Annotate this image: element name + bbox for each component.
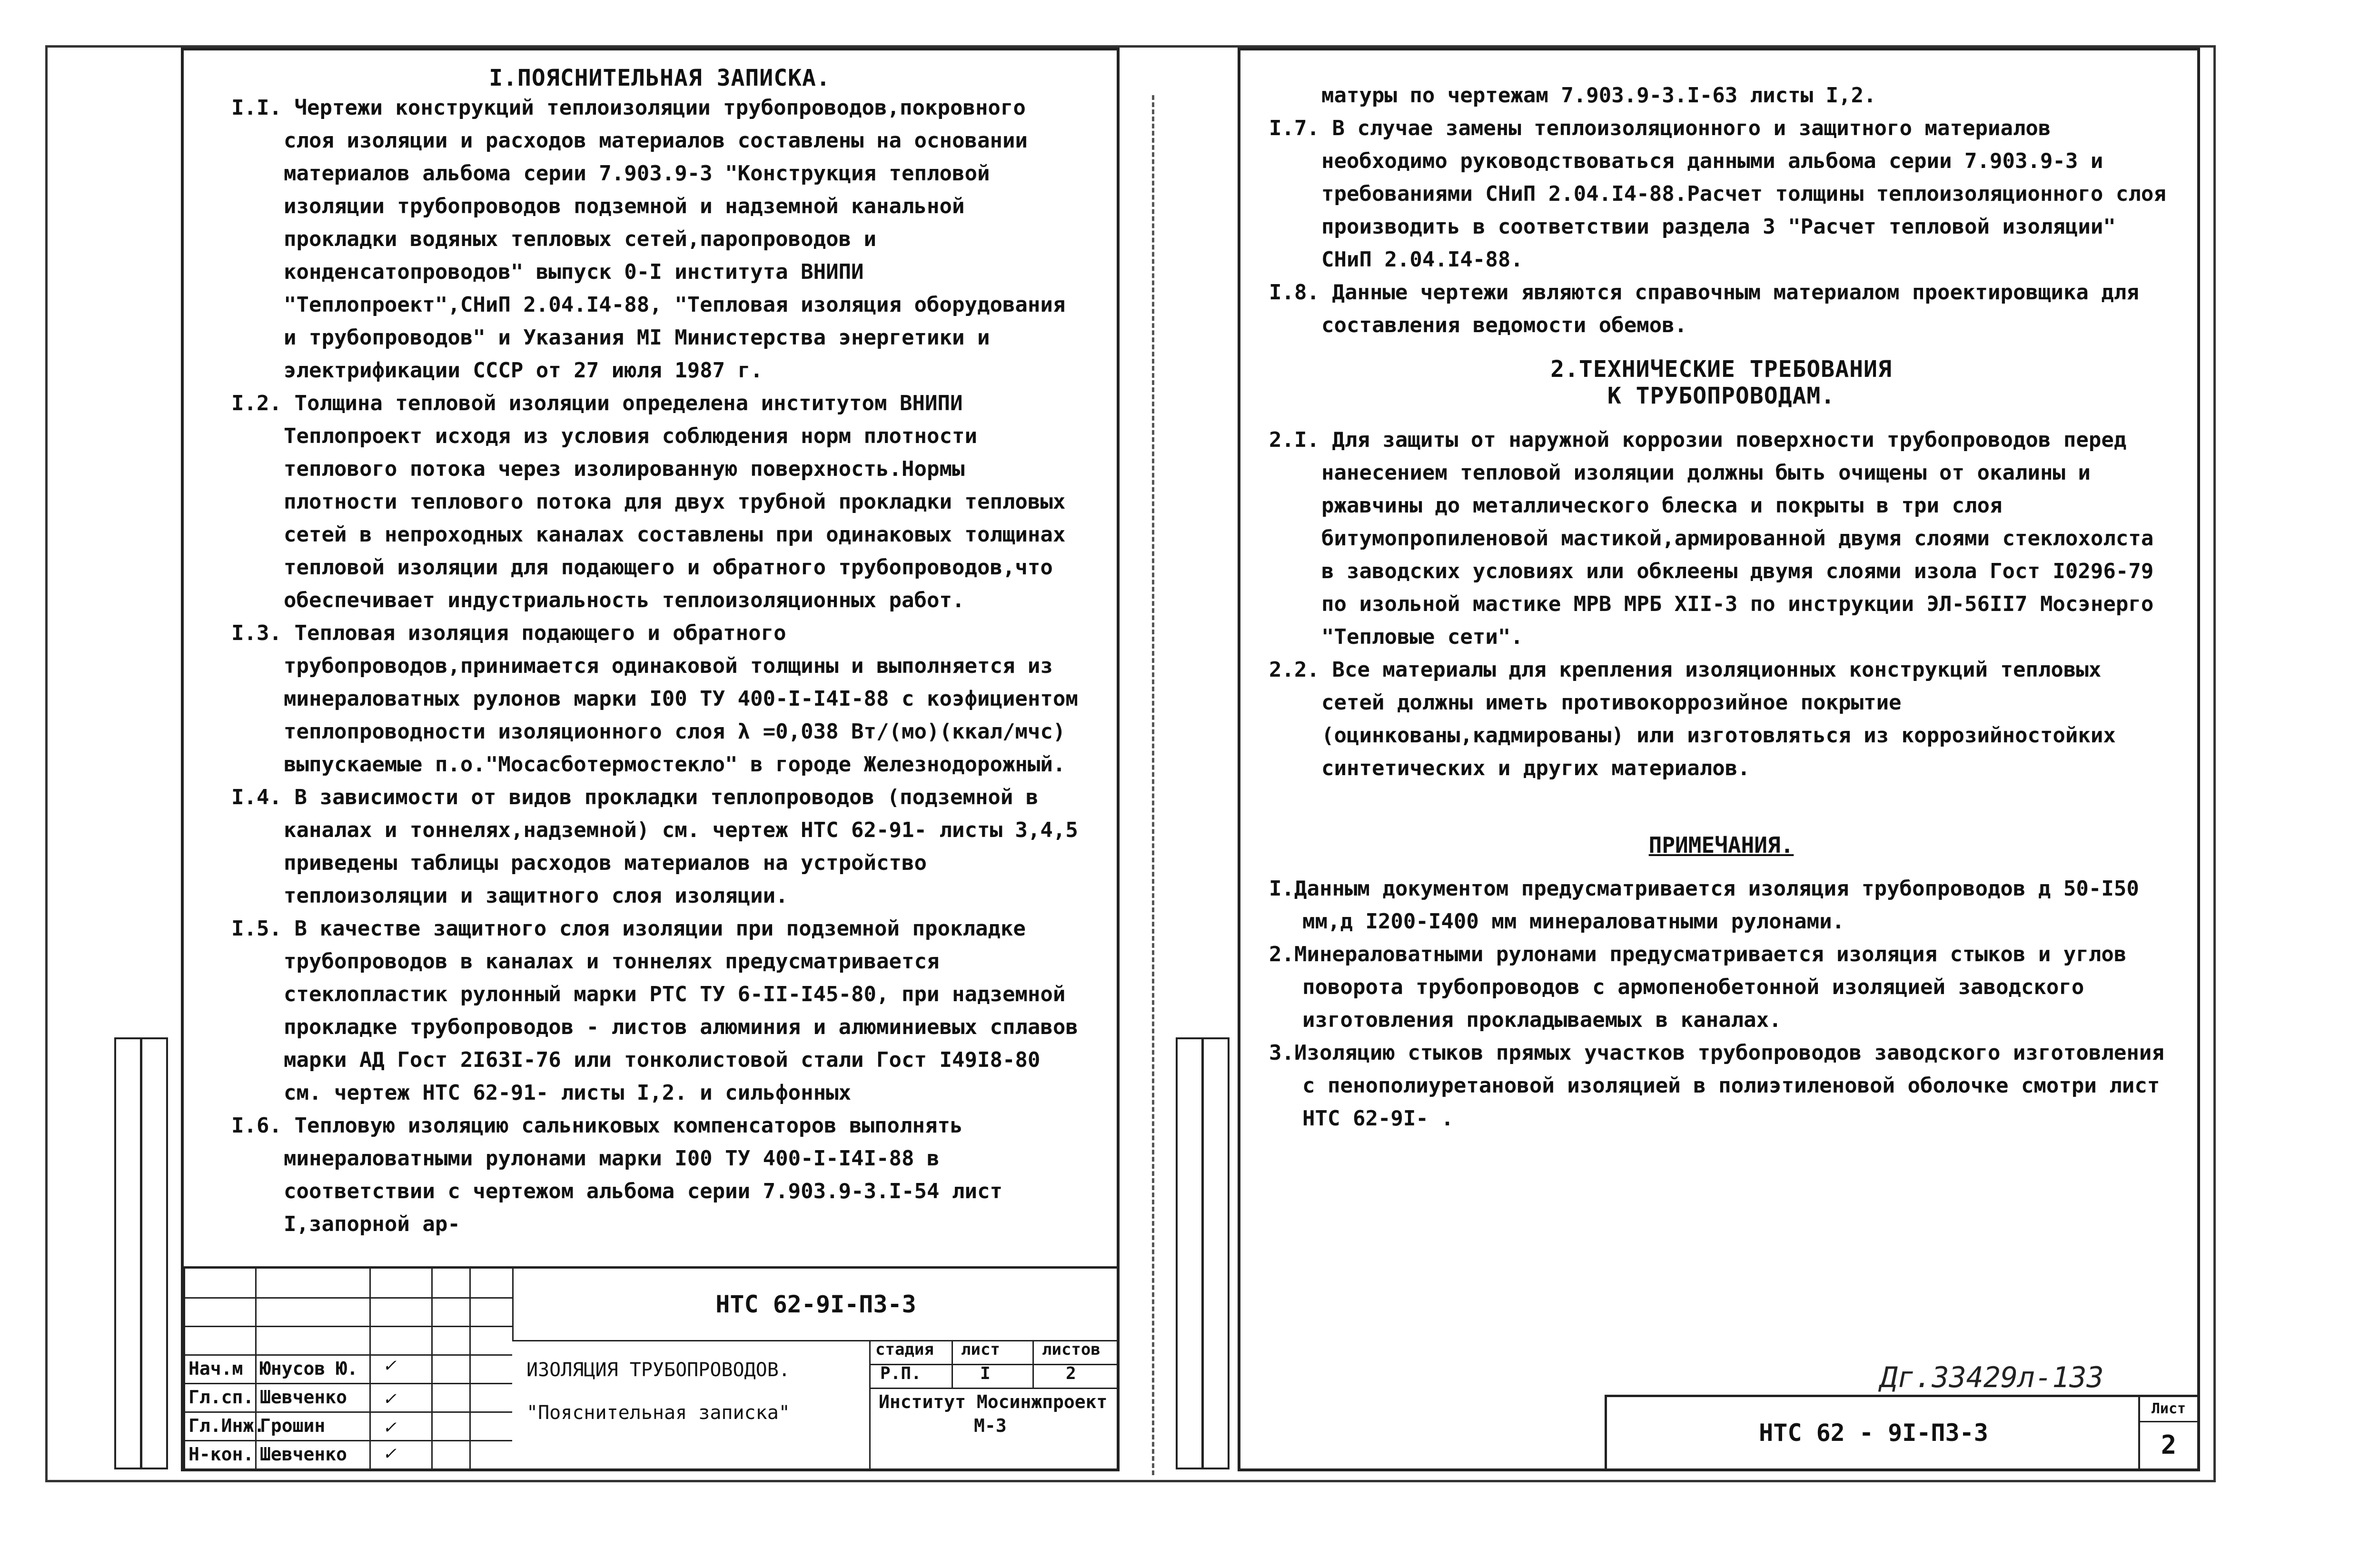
paragraph (231, 912, 1088, 1109)
paragraph (1269, 276, 2173, 342)
role-2: Гл.сп. (188, 1387, 254, 1408)
right-paragraphs-2 (1269, 424, 2173, 785)
signature-grid (184, 1269, 512, 1468)
paragraph (231, 617, 1088, 781)
fold-line (1152, 95, 1154, 1475)
paragraph-text: Тепловая изоляция подающего и обратного трубопроводов,принимается одинаковой толщины и выполняется из минераловатных рулонов марки I00 ТУ 400-I-I4I-88 с коэфициентом теплопроводности изоляционного слоя λ =0,038 Вт/(мо)(ккал/мчс) выпускаемые п.о."Мосасботермостекло" в городе Железнодорожный. (284, 621, 1078, 777)
notes-list (1269, 872, 2173, 1135)
sheet-value: I (980, 1364, 991, 1383)
drawing-title: ИЗОЛЯЦИЯ ТРУБОПРОВОДОВ. (526, 1359, 790, 1381)
drawing-code: НТС 62-9I-ПЗ-3 (512, 1269, 1118, 1341)
signature-mark: ✓ (384, 1416, 396, 1438)
institute-name: Институт Мосинжпроект (879, 1391, 1108, 1412)
right-paragraphs (1269, 112, 2173, 342)
paragraph (231, 1109, 1088, 1241)
signature-mark: ✓ (384, 1442, 396, 1464)
left-sheet (181, 48, 1120, 1471)
paragraph-number: 2.2. (1269, 658, 1319, 682)
paragraph-text: Толщина тепловой изоляции определена институтом ВНИПИ Теплопроект исходя из условия соблюдения норм плотности теплового потока через изолированную поверхность.Нормы плотности теплового потока для двух трубной прокладки тепловых сетей в непроходных каналах составлены при одинаковых толщинах тепловой изоляции для подающего и обратного трубопроводов,что обеспечивает индустриальность теплоизоляционных работ. (284, 391, 1066, 612)
paragraph-number: I.8. (1269, 280, 1319, 305)
section2-heading-line2: К ТРУБОПРОВОДАМ. (1607, 383, 1835, 409)
paragraph-number: I.5. (231, 916, 282, 941)
paragraph-number: I.2. (231, 391, 282, 415)
role-1: Нач.м (188, 1358, 243, 1379)
note-item: I.Данным документом предусматривается изоляция трубопроводов д 50-I50 мм,д I200-I400 мм минераловатными рулонами. (1269, 877, 2139, 934)
left-text-column (231, 65, 1088, 1241)
name-1: Юнусов Ю. (260, 1358, 358, 1379)
paragraph-text: Чертежи конструкций теплоизоляции трубопроводов,покровного слоя изоляции и расходов материалов составлены на основании материалов альбома серии 7.903.9-3 "Конструкция тепловой изоляции трубопроводов подземной и надземной канальной прокладки водяных тепловых сетей,паропроводов и конденсатопроводов" выпуск 0-I института ВНИПИ "Теплопроект",СНиП 2.04.I4-88, "Тепловая изоляция оборудования и трубопроводов" и Указания МI Министерства энергетики и электрификации СССР от 27 июля 1987 г. (284, 96, 1066, 383)
signature-mark: ✓ (384, 1388, 396, 1409)
paragraph-text: Данные чертежи являются справочным материалом проектировщика для составления ведомости обемов. (1321, 280, 2139, 337)
name-3: Грошин (260, 1415, 326, 1436)
paragraph-text: Все материалы для крепления изоляционных конструкций тепловых сетей должны иметь противокоррозийное покрытие (оцинкованы,кадмированы) или изготовляться из коррозийностойких синтетических и других материалов. (1321, 658, 2116, 780)
right-sheet (1238, 48, 2200, 1471)
right-sheet-label: Лист (2140, 1397, 2197, 1422)
paragraph-number: I.6. (231, 1113, 282, 1138)
paragraph (231, 91, 1088, 387)
section2-heading-line1: 2.ТЕХНИЧЕСКИЕ ТРЕБОВАНИЯ (1550, 356, 1892, 383)
name-4: Шевченко (260, 1444, 347, 1465)
section-heading: I.ПОЯСНИТЕЛЬНАЯ ЗАПИСКА. (489, 65, 831, 91)
paragraph-text: В зависимости от видов прокладки теплопроводов (подземной в каналах и тоннелях,надземной) см. чертеж НТС 62-91- листы 3,4,5 приведены таблицы расходов материалов на устройство теплоизоляции и защитного слоя изоляции. (284, 785, 1078, 908)
paragraph-number: I.4. (231, 785, 282, 809)
paragraph-number: I.I. (231, 96, 282, 120)
note-item: 2.Минераловатными рулонами предусматривается изоляция стыков и углов поворота трубопроводов с армопенобетонной изоляцией заводского изготовления прокладываемых в каналах. (1269, 942, 2127, 1032)
name-2: Шевченко (260, 1387, 347, 1408)
right-drawing-code: НТС 62 - 9I-ПЗ-3 (1759, 1419, 1988, 1447)
note-item: 3.Изоляцию стыков прямых участков трубопроводов заводского изготовления с пенополиуретановой изоляцией в полиэтиленовой оболочке смотри лист НТС 62-9I- . (1269, 1041, 2164, 1131)
paragraph-text: В случае замены теплоизоляционного и защитного материалов необходимо руководствоваться данными альбома серии 7.903.9-3 и требованиями СНиП 2.04.I4-88.Расчет толщины теплоизоляционного слоя производить в соответствии раздела 3 "Расчет тепловой изоляции" СНиП 2.04.I4-88. (1321, 116, 2166, 272)
paragraph (1269, 112, 2173, 276)
sheets-value: 2 (1066, 1364, 1076, 1383)
paragraph-number: I.7. (1269, 116, 1319, 140)
paragraph (231, 781, 1088, 912)
drawing-subtitle: "Пояснительная записка" (526, 1402, 790, 1424)
paragraph (1269, 424, 2173, 653)
paragraph (231, 387, 1088, 617)
signature-mark: ✓ (384, 1354, 396, 1376)
paragraph-text: Тепловую изоляцию сальниковых компенсаторов выполнять минераловатными рулонами марки I00 ТУ 400-I-I4I-88 в соответствии с чертежом альбома серии 7.903.9-3.I-54 лист I,запорной ар- (284, 1113, 1002, 1236)
institute (879, 1390, 1107, 1438)
paragraph-text: Для защиты от наружной коррозии поверхности трубопроводов перед нанесением тепловой изоляции должны быть очищены от окалины и ржавчины до металлического блеска и покрыты в три слоя битумопропиленовой мастикой,армированной двумя слоями стеклохолста в заводских условиях или обклеены двумя слоями изола Гост I0296-79 по изольной мастике МРВ МРБ XII-3 по инструкции ЭЛ-56II7 Мосэнерго "Тепловые сети". (1321, 428, 2154, 649)
role-3: Гл.Инж. (188, 1415, 265, 1436)
left-paragraphs (231, 91, 1088, 1241)
stage-label: стадия (875, 1340, 934, 1359)
right-title-block (1605, 1395, 2197, 1468)
paragraph-number: 2.I. (1269, 428, 1319, 452)
right-sheet-value: 2 (2161, 1430, 2177, 1460)
continued-paragraph: матуры по чертежам 7.903.9-3.I-63 листы I,2. (1321, 83, 1876, 108)
role-4: Н-кон. (188, 1444, 254, 1465)
paragraph (1269, 653, 2173, 785)
right-text-column (1269, 79, 2173, 1135)
sheet-label: лист (961, 1340, 1000, 1359)
archive-stamp: Дг.33429л-133 (1880, 1361, 2104, 1394)
institute-sub: М-3 (974, 1415, 1007, 1436)
stage-value: Р.П. (880, 1364, 922, 1383)
notes-title: ПРИМЕЧАНИЯ. (1648, 832, 1794, 858)
title-block (184, 1266, 1117, 1468)
paragraph-number: I.3. (231, 621, 282, 645)
paragraph-text: В качестве защитного слоя изоляции при подземной прокладке трубопроводов в каналах и тоннелях предусматривается стеклопластик рулонный марки РТС ТУ 6-II-I45-80, при надземной прокладке трубопроводов - листов алюминия и алюминиевых сплавов марки АД Гост 2I63I-76 или тонколистовой стали Гост I49I8-80 см. чертеж НТС 62-91- листы I,2. и сильфонных (284, 916, 1078, 1105)
right-sheet-cell (2138, 1397, 2197, 1468)
sheets-label: листов (1042, 1340, 1101, 1359)
